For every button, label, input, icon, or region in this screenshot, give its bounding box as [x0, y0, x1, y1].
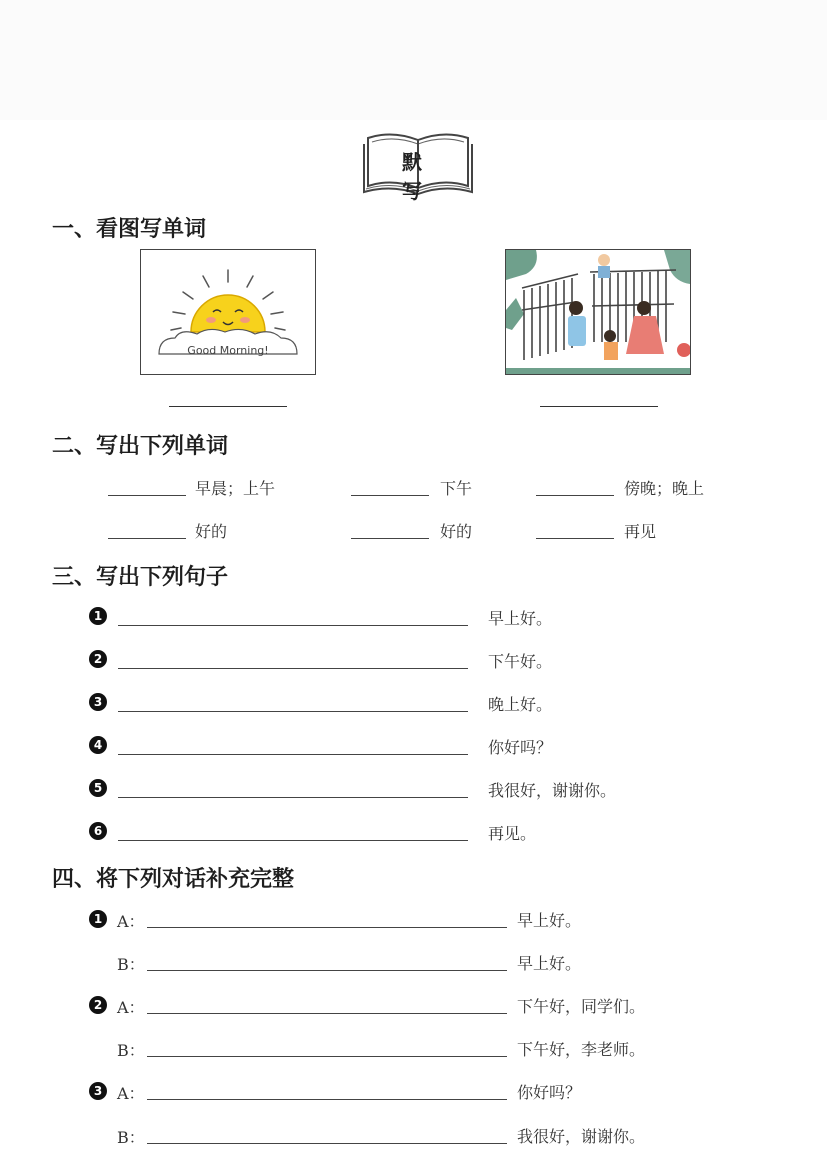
- number-badge: 6: [89, 822, 107, 840]
- word-label: 好的: [195, 522, 228, 541]
- dialog-text: 早上好。: [517, 954, 582, 973]
- word-blank[interactable]: [536, 538, 614, 539]
- sentence-text: 你好吗？: [488, 738, 553, 757]
- dialog-line[interactable]: [147, 1143, 507, 1144]
- dialog-text: 你好吗？: [517, 1083, 582, 1102]
- sentence-line[interactable]: [118, 711, 468, 712]
- page-title: 默 写: [402, 150, 438, 203]
- dialog-line[interactable]: [147, 1099, 507, 1100]
- section-1-title: 一、看图写单词: [52, 217, 207, 242]
- sentence-text: 早上好。: [488, 609, 553, 628]
- word-label: 早晨；上午: [195, 479, 276, 498]
- answer-line-2[interactable]: [540, 406, 658, 407]
- section-4-title: 四、将下列对话补充完整: [52, 867, 295, 892]
- section-3-title: 三、写出下列句子: [52, 565, 229, 590]
- number-badge: 3: [89, 693, 107, 711]
- sentence-line[interactable]: [118, 840, 468, 841]
- number-badge: 5: [89, 779, 107, 797]
- number-badge: 3: [89, 1082, 107, 1100]
- sentence-text: 下午好。: [488, 652, 553, 671]
- dialog-text: 下午好，同学们。: [517, 997, 646, 1016]
- word-blank[interactable]: [351, 538, 429, 539]
- speaker-a-label: A：: [117, 998, 145, 1017]
- word-label: 好的: [440, 522, 473, 541]
- sentence-line[interactable]: [118, 754, 468, 755]
- speaker-a-label: A：: [117, 912, 145, 931]
- section-2-title: 二、写出下列单词: [52, 434, 229, 459]
- sentence-line[interactable]: [118, 668, 468, 669]
- dialog-line[interactable]: [147, 970, 507, 971]
- word-blank[interactable]: [108, 538, 186, 539]
- word-label: 下午: [440, 479, 473, 498]
- sentence-text: 我很好，谢谢你。: [488, 781, 617, 800]
- answer-line-1[interactable]: [169, 406, 287, 407]
- picture-good-morning: [140, 249, 316, 375]
- speaker-b-label: B：: [117, 955, 145, 974]
- number-badge: 2: [89, 996, 107, 1014]
- number-badge: 2: [89, 650, 107, 668]
- dialog-line[interactable]: [147, 1056, 507, 1057]
- word-blank[interactable]: [351, 495, 429, 496]
- sentence-text: 再见。: [488, 824, 537, 843]
- word-blank[interactable]: [536, 495, 614, 496]
- word-label: 傍晚；晚上: [624, 479, 705, 498]
- dialog-line[interactable]: [147, 1013, 507, 1014]
- dialog-text: 我很好，谢谢你。: [517, 1127, 646, 1146]
- number-badge: 1: [89, 910, 107, 928]
- good-morning-caption: Good Morning!: [187, 344, 269, 357]
- picture-school-gate: [505, 249, 691, 375]
- dialog-text: 早上好。: [517, 911, 582, 930]
- sentence-line[interactable]: [118, 625, 468, 626]
- word-blank[interactable]: [108, 495, 186, 496]
- school-gate-illustration: [506, 250, 690, 374]
- speaker-a-label: A：: [117, 1084, 145, 1103]
- word-label: 再见: [624, 522, 657, 541]
- speaker-b-label: B：: [117, 1128, 145, 1147]
- page-top-margin: [0, 0, 827, 120]
- dialog-text: 下午好，李老师。: [517, 1040, 646, 1059]
- sentence-text: 晚上好。: [488, 695, 553, 714]
- dialog-line[interactable]: [147, 927, 507, 928]
- sun-illustration: [141, 250, 315, 374]
- number-badge: 1: [89, 607, 107, 625]
- sentence-line[interactable]: [118, 797, 468, 798]
- number-badge: 4: [89, 736, 107, 754]
- speaker-b-label: B：: [117, 1041, 145, 1060]
